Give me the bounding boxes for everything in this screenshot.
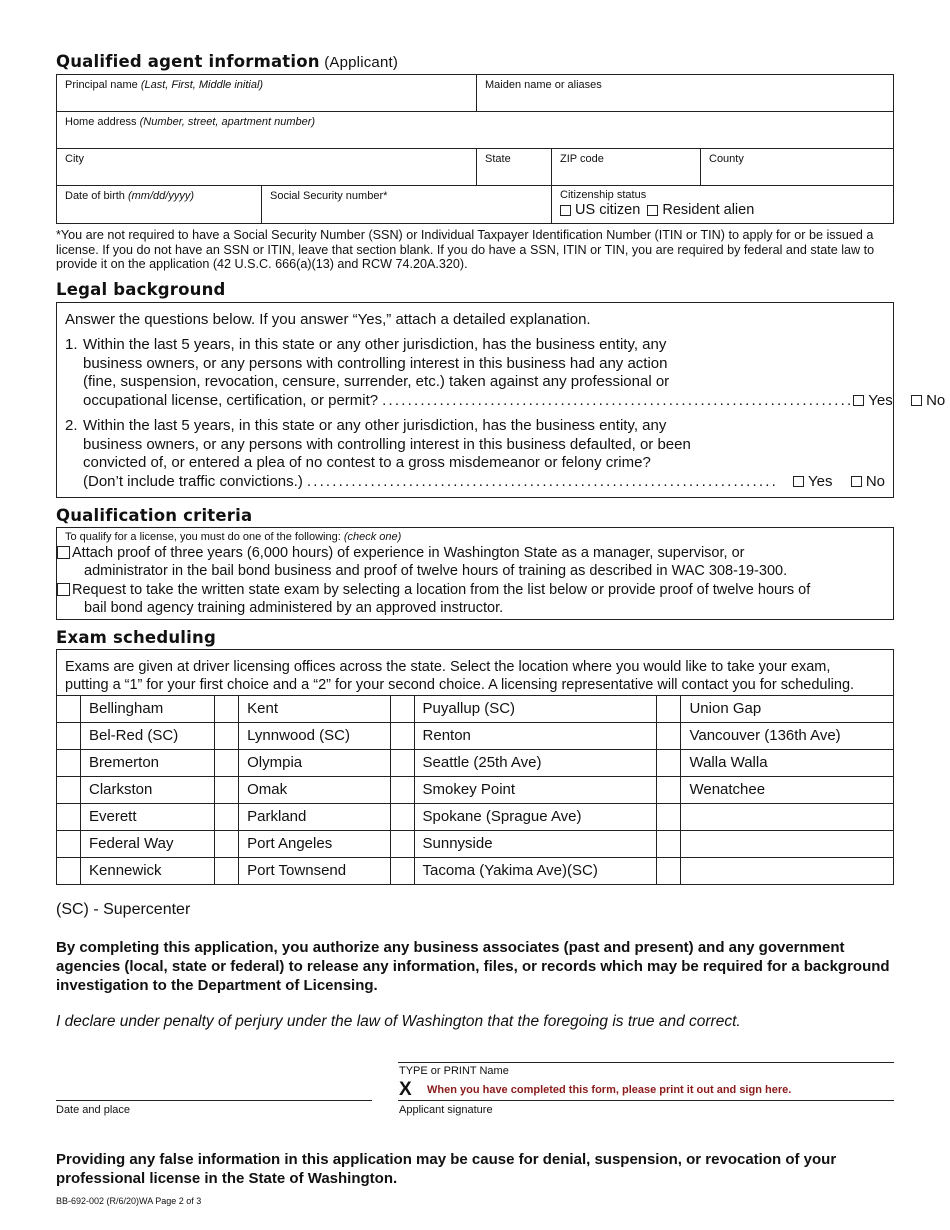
state-field[interactable]: State: [477, 149, 552, 185]
exam-location-name: Renton: [414, 722, 657, 749]
qualification-intro: To qualify for a license, you must do one of the following: (check one): [65, 530, 402, 543]
legal-background-box: [56, 302, 946, 498]
exam-choice-box[interactable]: [390, 803, 414, 830]
form-identifier: BB-692-002 (R/6/20)WA Page 2 of 3: [56, 1195, 202, 1206]
supercenter-legend: (SC) - Supercenter: [56, 900, 191, 918]
dob-field[interactable]: Date of birth (mm/dd/yyyy): [57, 186, 262, 223]
exam-location-row: [57, 722, 894, 749]
exam-location-name: Olympia: [239, 749, 390, 776]
applicant-signature-label: Applicant signature: [399, 1103, 493, 1116]
exam-location-row: [57, 695, 894, 722]
signature-area: [56, 1062, 894, 1122]
exam-choice-box[interactable]: [657, 722, 681, 749]
exam-choice-box[interactable]: [657, 803, 681, 830]
qualification-option-2: Request to take the written state exam by selecting a location from the list below or provide proof of twelve hours of bail bond agency training administered by an approved instructor.: [57, 581, 885, 618]
exam-location-name: Omak: [239, 776, 390, 803]
applicant-signature-line[interactable]: [398, 1100, 894, 1101]
false-information-warning: Providing any false information in this application may be cause for denial, suspension, or revocation of your professional license in the State of Washington.: [56, 1150, 837, 1187]
exam-location-name: [681, 803, 894, 830]
exam-location-row: [57, 803, 894, 830]
exam-location-name: Walla Walla: [681, 749, 894, 776]
exam-choice-box[interactable]: [657, 749, 681, 776]
exam-location-row: [57, 749, 894, 776]
exam-choice-box[interactable]: [390, 776, 414, 803]
exam-section-title: Exam scheduling: [56, 627, 216, 647]
exam-choice-box[interactable]: [215, 857, 239, 884]
exam-location-name: [681, 830, 894, 857]
us-citizen-checkbox[interactable]: [560, 205, 571, 216]
form-page: [56, 52, 946, 1206]
maiden-name-field[interactable]: Maiden name or aliases: [485, 79, 602, 91]
qualification-box: [56, 527, 894, 620]
signature-x-mark: X: [399, 1078, 412, 1100]
exam-request-checkbox[interactable]: [57, 583, 70, 596]
principal-name-field[interactable]: Principal name (Last, First, Middle initial): [57, 75, 477, 111]
exam-choice-box[interactable]: [390, 695, 414, 722]
exam-location-name: Federal Way: [81, 830, 215, 857]
ssn-note: *You are not required to have a Social Security Number (SSN) or Individual Taxpayer Identification Number (ITIN or TIN) to apply for or be issued a license. If you do not have an SSN or ITIN, leave that section blank. If you do have a SSN, ITIN or TIN, you are required by federal and state law to provide it on the application (42 U.S.C. 666(a)(13) and RCW 74.20A.320).: [56, 228, 875, 271]
exam-location-name: Spokane (Sprague Ave): [414, 803, 657, 830]
exam-location-name: Port Angeles: [239, 830, 390, 857]
exam-choice-box[interactable]: [390, 749, 414, 776]
authorization-statement: By completing this application, you authorize any business associates (past and present) and any government agencies (local, state or federal) to release any information, files, or records which may be required for a background investigation to the Department of Licensing.: [56, 938, 890, 994]
city-field[interactable]: City: [57, 149, 477, 185]
exam-choice-box[interactable]: [57, 749, 81, 776]
exam-choice-box[interactable]: [57, 830, 81, 857]
exam-choice-box[interactable]: [215, 749, 239, 776]
experience-checkbox[interactable]: [57, 546, 70, 559]
exam-choice-box[interactable]: [57, 776, 81, 803]
exam-location-row: [57, 776, 894, 803]
date-place-line[interactable]: [56, 1100, 372, 1101]
exam-location-name: Lynnwood (SC): [239, 722, 390, 749]
exam-choice-box[interactable]: [657, 830, 681, 857]
exam-location-name: Sunnyside: [414, 830, 657, 857]
legal-section-title: Legal background: [56, 279, 226, 299]
exam-location-name: Everett: [81, 803, 215, 830]
exam-location-name: Parkland: [239, 803, 390, 830]
q1-yes-checkbox[interactable]: [853, 395, 864, 406]
exam-location-name: Vancouver (136th Ave): [681, 722, 894, 749]
legal-question-2: 2. Within the last 5 years, in this state or any other jurisdiction, has the business entity, any business owners, or any persons with controlling interest in this business defaulted, or been convicted of, or entered a plea of no contest to a gross misdemeanor or felony crime? (Don’t include traffic convictions.) .......................................................................... Yes No: [65, 417, 885, 490]
legal-intro: Answer the questions below. If you answer “Yes,” attach a detailed explanation.: [65, 310, 591, 328]
exam-location-name: Union Gap: [681, 695, 894, 722]
exam-location-name: Bel-Red (SC): [81, 722, 215, 749]
type-print-label: TYPE or PRINT Name: [399, 1064, 509, 1077]
exam-choice-box[interactable]: [390, 830, 414, 857]
exam-location-name: Bremerton: [81, 749, 215, 776]
print-sign-note: When you have completed this form, please print it out and sign here.: [427, 1083, 792, 1096]
exam-intro-box: Exams are given at driver licensing offices across the state. Select the location where you would like to take your exam, putting a “1” for your first choice and a “2” for your second choice. A licensing representative will contact you for scheduling.: [56, 649, 894, 695]
exam-location-name: Bellingham: [81, 695, 215, 722]
zip-field[interactable]: ZIP code: [552, 149, 701, 185]
county-field[interactable]: County: [709, 153, 744, 165]
exam-choice-box[interactable]: [57, 803, 81, 830]
exam-choice-box[interactable]: [57, 722, 81, 749]
exam-choice-box[interactable]: [390, 857, 414, 884]
exam-location-name: Tacoma (Yakima Ave)(SC): [414, 857, 657, 884]
agent-section-title: Qualified agent information (Applicant): [56, 52, 399, 71]
home-address-field[interactable]: Home address (Number, street, apartment number): [65, 116, 316, 128]
exam-choice-box[interactable]: [657, 776, 681, 803]
exam-location-name: Kennewick: [81, 857, 215, 884]
exam-choice-box[interactable]: [215, 695, 239, 722]
exam-choice-box[interactable]: [215, 722, 239, 749]
citizenship-field: Citizenship status US citizen Resident alien: [560, 189, 755, 218]
exam-choice-box[interactable]: [657, 695, 681, 722]
exam-location-name: Seattle (25th Ave): [414, 749, 657, 776]
ssn-field[interactable]: Social Security number*: [262, 186, 552, 223]
q2-no-checkbox[interactable]: [851, 476, 862, 487]
exam-location-name: Kent: [239, 695, 390, 722]
qualification-section-title: Qualification criteria: [56, 505, 253, 525]
resident-alien-checkbox[interactable]: [647, 205, 658, 216]
exam-location-row: [57, 857, 894, 884]
exam-choice-box[interactable]: [215, 776, 239, 803]
q1-no-checkbox[interactable]: [911, 395, 922, 406]
exam-location-name: [681, 857, 894, 884]
agent-info-grid: [56, 74, 894, 224]
date-place-label: Date and place: [56, 1103, 130, 1116]
exam-location-name: Port Townsend: [239, 857, 390, 884]
exam-location-row: [57, 830, 894, 857]
qualification-option-1: Attach proof of three years (6,000 hours) of experience in Washington State as a manager, supervisor, or administrator in the bail bond business and proof of twelve hours of training as described in WAC 308-19-300.: [57, 544, 885, 581]
exam-choice-box[interactable]: [215, 830, 239, 857]
exam-choice-box[interactable]: [57, 695, 81, 722]
exam-choice-box[interactable]: [390, 722, 414, 749]
perjury-declaration: I declare under penalty of perjury under the law of Washington that the foregoing is true and correct.: [56, 1012, 741, 1030]
exam-location-name: Smokey Point: [414, 776, 657, 803]
print-name-line[interactable]: [398, 1062, 894, 1063]
exam-choice-box[interactable]: [657, 857, 681, 884]
exam-location-name: Puyallup (SC): [414, 695, 657, 722]
exam-location-name: Wenatchee: [681, 776, 894, 803]
q2-yes-checkbox[interactable]: [793, 476, 804, 487]
exam-choice-box[interactable]: [215, 803, 239, 830]
legal-question-1: 1. Within the last 5 years, in this state or any other jurisdiction, has the business entity, any business owners, or any persons with controlling interest in this business had any action (fine, suspension, revocation, censure, surrender, etc.) taken against any professional or occupational license, certification, or permit? .......................................................................... Yes No: [65, 336, 946, 409]
exam-location-table: [56, 695, 894, 885]
exam-choice-box[interactable]: [57, 857, 81, 884]
exam-location-name: Clarkston: [81, 776, 215, 803]
